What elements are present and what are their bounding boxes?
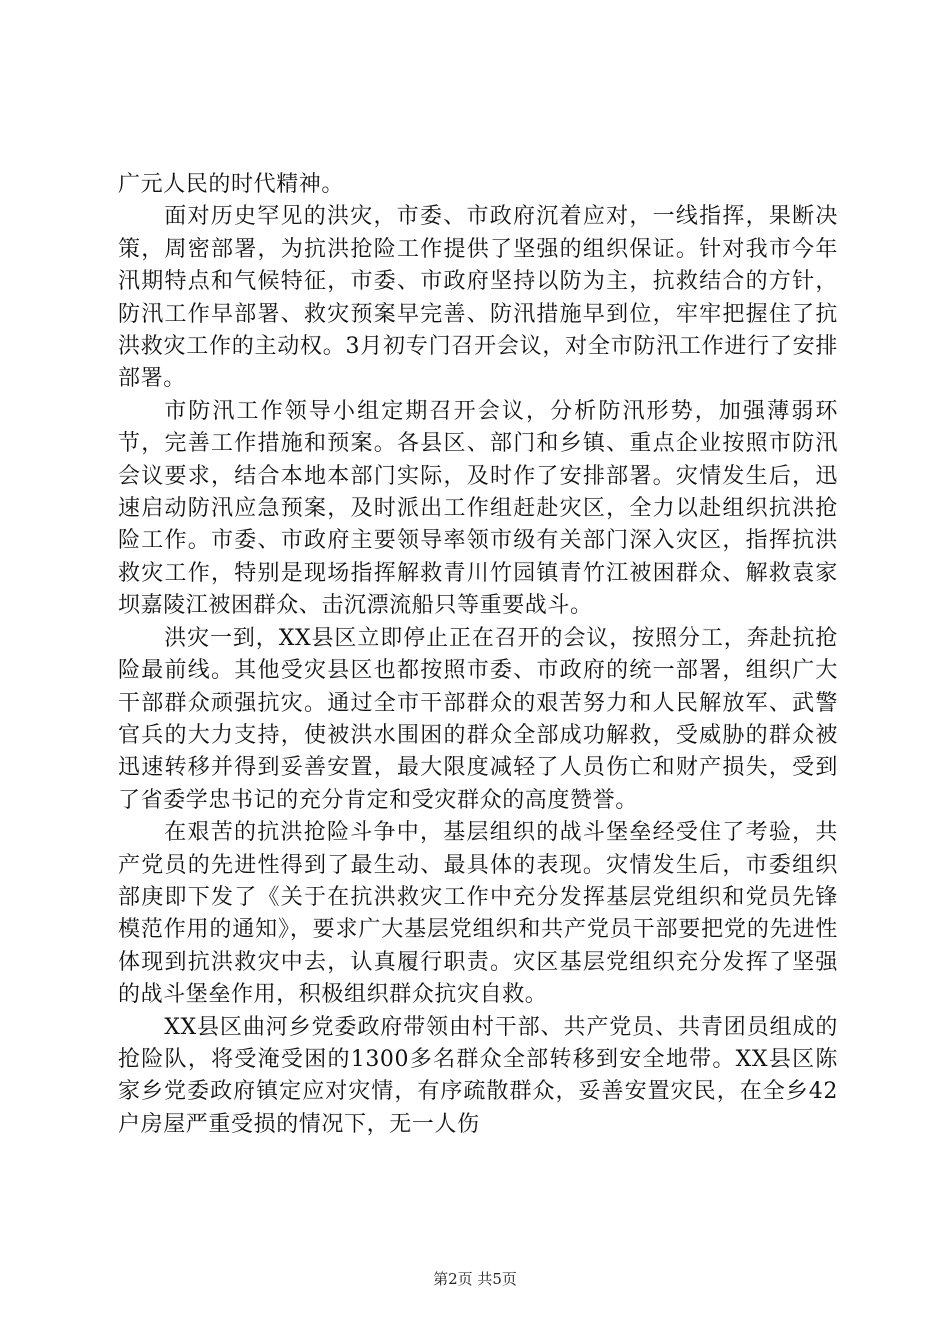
- paragraph-6: XX县区曲河乡党委政府带领由村干部、共产党员、共青团员组成的抢险队，将受淹受困的1300多名群众全部转移到安全地带。XX县区陈家乡党委政府镇定应对灾情，有序疏散群众，妥善安置灾民，在全乡42户房屋严重受损的情况下，无一人伤: [118, 1014, 838, 1137]
- paragraph-5: 在艰苦的抗洪抢险斗争中，基层组织的战斗堡垒经受住了考验，共产党员的先进性得到了最生动、最具体的表现。灾情发生后，市委组织部庚即下发了《关于在抗洪救灾工作中充分发挥基层党组织和党员先锋模范作用的通知》，要求广大基层党组织和共产党员干部要把党的先进性体现到抗洪救灾中去，认真履行职责。灾区基层党组织充分发挥了坚强的战斗堡垒作用，积极组织群众抗灾自救。: [118, 820, 838, 1008]
- page-number-footer: 第2页 共5页: [433, 1270, 517, 1288]
- paragraph-1: 广元人民的时代精神。: [118, 172, 345, 197]
- paragraph-3: 市防汛工作领导小组定期召开会议，分析防汛形势，加强薄弱环节，完善工作措施和预案。各县区、部门和乡镇、重点企业按照市防汛会议要求，结合本地本部门实际，及时作了安排部署。灾情发生后，迅速启动防汛应急预案，及时派出工作组赶赴灾区，全力以赴组织抗洪抢险工作。市委、市政府主要领导率领市级有关部门深入灾区，指挥抗洪救灾工作，特别是现场指挥解救青川竹园镇青竹江被困群众、解救袁家坝嘉陵江被困群众、击沉漂流船只等重要战斗。: [118, 398, 838, 619]
- document-body: [118, 169, 838, 1141]
- paragraph-2: 面对历史罕见的洪灾，市委、市政府沉着应对，一线指挥，果断决策，周密部署，为抗洪抢险工作提供了坚强的组织保证。针对我市今年汛期特点和气候特征，市委、市政府坚持以防为主，抗救结合的方针，防汛工作早部署、救灾预案早完善、防汛措施早到位，牢牢把握住了抗洪救灾工作的主动权。3月初专门召开会议，对全市防汛工作进行了安排部署。: [118, 204, 838, 392]
- paragraph-4: 洪灾一到，XX县区立即停止正在召开的会议，按照分工，奔赴抗抢险最前线。其他受灾县区也都按照市委、市政府的统一部署，组织广大干部群众顽强抗灾。通过全市干部群众的艰苦努力和人民解放军、武警官兵的大力支持，使被洪水围困的群众全部成功解救，受威胁的群众被迅速转移并得到妥善安置，最大限度减轻了人员伤亡和财产损失，受到了省委学忠书记的充分肯定和受灾群众的高度赞誉。: [118, 625, 838, 813]
